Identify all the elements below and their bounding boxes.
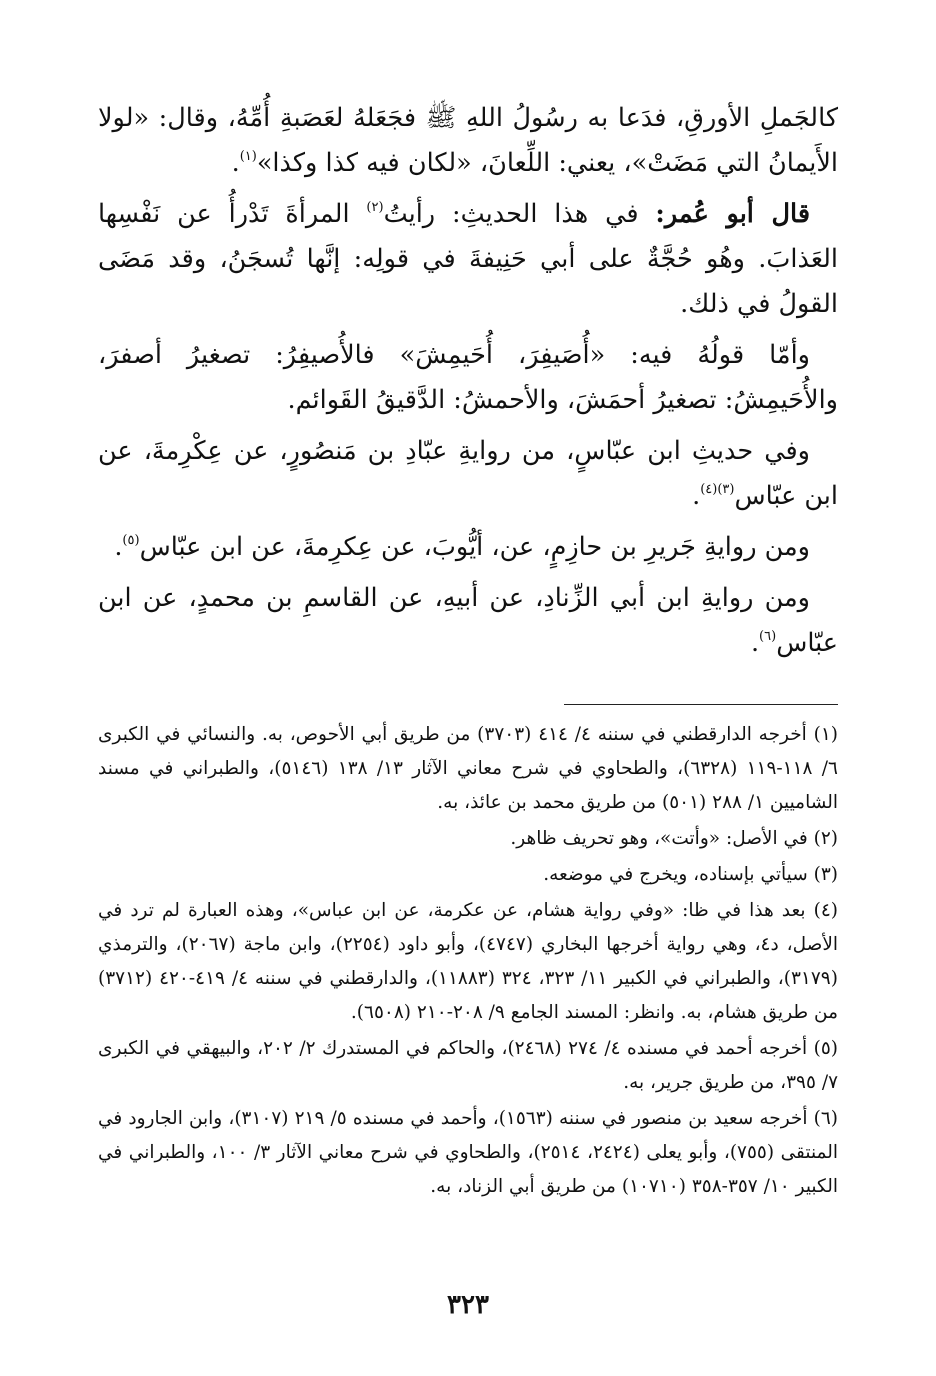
paragraph-6: [98, 576, 838, 666]
paragraph-2: [98, 192, 838, 327]
paragraph-4-text: وفي حديثِ ابن عبّاسٍ، من روايةِ عبّادِ بن مَنصُورٍ، عن عِكْرِمةَ، عن ابن عبّاس: [98, 436, 838, 511]
footnote-6: (٦) أخرجه سعيد بن منصور في سننه (١٥٦٣)، وأحمد في مسنده ٥/ ٢١٩ (٣١٠٧)، وابن الجارود في المنتقى (٧٥٥)، وأبو يعلى (٢٤٢٤، ٢٥١٤)، والطحاوي في شرح معاني الآثار ٣/ ١٠٠، والطبراني في الكبير ١٠/ ٣٥٧-٣٥٨ (١٠٧١٠) من طريق أبي الزناد، به.: [98, 1108, 839, 1197]
footnote-ref-1: (١): [239, 149, 257, 164]
end-dot: .: [231, 148, 240, 178]
paragraph-1-text: كالجَملِ الأورقِ، فدَعا به رسُولُ اللهِ ﷺ فجَعَلهُ لعَصَبةِ أُمِّهُ، وقال: «لولا الأَيمانُ التي مَضَتْ»، يعني: اللِّعانَ، «لكان فيه كذا وكذا»: [98, 103, 838, 178]
paragraph-2-lead: قال أبو عُمر:: [655, 199, 811, 229]
paragraph-2-text-b: المرأةَ تَدْرأُ عن نَفْسِها العَذابَ. وهُو حُجَّةٌ على أبي حَنِيفةَ في قولِه: إنَّها تُسجَنُ، وقد مَضَى القولُ في ذلك.: [98, 199, 838, 319]
footnote-1: (١) أخرجه الدارقطني في سننه ٤/ ٤١٤ (٣٧٠٣) من طريق أبي الأحوص، به. والنسائي في الكبرى ٦/ ١١٨-١١٩ (٦٣٢٨)، والطحاوي في شرح معاني الآثار ١٣/ ١٣٨ (٥١٤٦)، والطبراني في مسند الشاميين ١/ ٢٨٨ (٥٠١) من طريق محمد بن عائذ، به.: [98, 724, 838, 813]
footnote-2: (٢) في الأصل: «وأتت»، وهو تحريف ظاهر.: [510, 828, 838, 849]
page-number: ٣٢٣: [447, 1290, 489, 1320]
paragraph-2-text-a: في هذا الحديثِ: رأيتُ: [383, 199, 656, 229]
end-dot: .: [692, 481, 701, 511]
footnote-4: (٤) بعد هذا في ظا: «وفي رواية هشام، عن عكرمة، عن ابن عباس»، وهذه العبارة لم ترد في الأصل، د٤، وهي رواية أخرجها البخاري (٤٧٤٧)، وأبو داود (٢٢٥٤)، وابن ماجة (٢٠٦٧)، والترمذي (٣١٧٩)، والطبراني في الكبير ١١/ ٣٢٣، ٣٢٤ (١١٨٨٣)، والدارقطني في سننه ٤/ ٤١٩-٤٢٠ (٣٧١٢) من طريق هشام، به. وانظر: المسند الجامع ٩/ ٢٠٨-٢١٠ (٦٥٠٨).: [98, 900, 839, 1023]
footnote-5: (٥) أخرجه أحمد في مسنده ٤/ ٢٧٤ (٢٤٦٨)، والحاكم في المستدرك ٢/ ٢٠٢، والبيهقي في الكبرى ٧/ ٣٩٥، من طريق جرير، به.: [98, 1038, 839, 1093]
paragraph-3-text: وأمّا قولُهُ فيه: «أُصَيفِرَ، أُحَيمِشَ» فالأُصيفِرُ: تصغيرُ أصفرَ، والأُحَيمِشُ: تصغيرُ أحمَشَ، والأحمشُ: الدَّقيقُ القَوائم.: [98, 340, 838, 415]
footnote-ref-5: (٥): [122, 533, 140, 548]
main-text: [98, 96, 838, 666]
paragraph-5: [98, 525, 838, 570]
footnote-ref-3-4: (٣)(٤): [700, 482, 735, 497]
paragraph-3: [98, 333, 838, 423]
footnote-ref-6: (٦): [759, 629, 777, 644]
footnote-divider: [98, 694, 838, 718]
end-dot: .: [114, 532, 123, 562]
footnote-ref-2: (٢): [366, 200, 384, 215]
page-content: [98, 96, 838, 1204]
paragraph-6-text: ومن روايةِ ابن أبي الزِّنادِ، عن أبيهِ، عن القاسمِ بن محمدٍ، عن ابن عبّاس: [98, 583, 838, 658]
end-dot: .: [750, 628, 760, 658]
paragraph-5-text: ومن روايةِ جَريرِ بن حازِمٍ، عن، أيُّوبَ، عن عِكرِمةَ، عن ابن عبّاس: [139, 532, 810, 562]
paragraph-4: [98, 429, 838, 519]
footnotes: [98, 718, 838, 1204]
paragraph-1: [98, 96, 838, 186]
footnote-3: (٣) سيأتي بإسناده، ويخرج في موضعه.: [543, 864, 838, 885]
